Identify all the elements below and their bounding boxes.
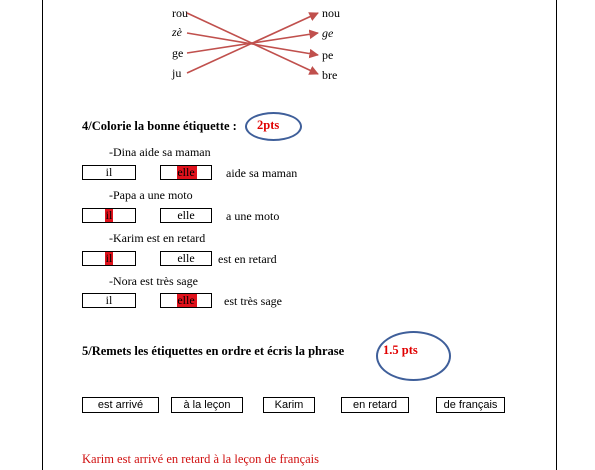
section-4-heading: 4/Colorie la bonne étiquette : [82,119,237,133]
label-text: elle [177,251,195,265]
section-4-points: 2pts [257,118,280,132]
word-label[interactable]: est arrivé [82,397,159,413]
right-syllable: nou [322,6,340,20]
sentence-end: est en retard [218,252,277,266]
label-text: elle [177,293,195,307]
left-syllable: zè [172,25,182,39]
word-label[interactable]: en retard [341,397,409,413]
exercise-sentence: -Dina aide sa maman [109,145,211,159]
matching-arrows [0,0,595,100]
left-syllable: rou [172,6,188,20]
right-syllable: pe [322,48,334,62]
label-text: il [105,165,113,179]
word-label[interactable]: Karim [263,397,315,413]
section-5-points: 1.5 pts [383,343,418,357]
right-syllable: ge [322,26,334,40]
label-box-elle-colored[interactable] [160,293,212,308]
sentence-end: est très sage [224,294,282,308]
word-label[interactable]: de français [436,397,505,413]
right-syllable: bre [322,68,338,82]
written-answer: Karim est arrivé en retard à la leçon de français [82,452,320,466]
label-box-elle[interactable] [160,251,212,266]
points-oval [245,112,302,141]
exercise-sentence: -Nora est très sage [109,274,198,288]
points-oval [376,331,451,381]
label-text: il [105,293,113,307]
left-syllable: ge [172,46,184,60]
label-box-il-colored[interactable] [82,208,136,223]
label-box-il[interactable] [82,293,136,308]
label-box-elle[interactable] [160,208,212,223]
exercise-sentence: -Papa a une moto [109,188,193,202]
label-box-elle-colored[interactable] [160,165,212,180]
label-text: elle [177,165,195,179]
sentence-end: aide sa maman [226,166,298,180]
label-box-il[interactable] [82,165,136,180]
label-text: il [105,208,113,222]
label-text: il [105,251,113,265]
section-5-heading: 5/Remets les étiquettes en ordre et écris la phrase [82,344,345,358]
left-syllable: ju [172,66,182,80]
word-label[interactable]: à la leçon [171,397,243,413]
sentence-end: a une moto [226,209,280,223]
label-text: elle [177,208,195,222]
exercise-sentence: -Karim est en retard [109,231,206,245]
label-box-il-colored[interactable] [82,251,136,266]
